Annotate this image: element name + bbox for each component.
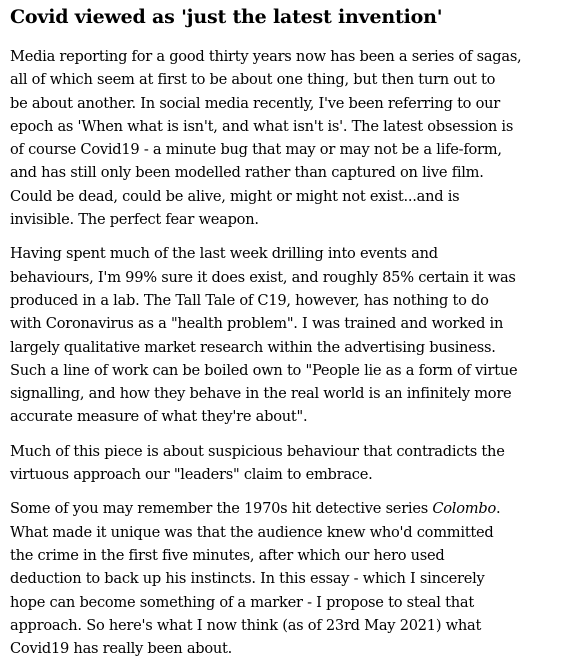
paragraph-line: of course Covid19 - a minute bug that may or may not be a life-form, (10, 141, 502, 159)
paragraph-3 (10, 440, 551, 487)
paragraph-line: epoch as 'When what is isn't, and what isn't is'. The latest obsession is (10, 117, 514, 135)
paragraph-line: signalling, and how they behave in the real world is an infinitely more (10, 385, 512, 403)
paragraph-line: largely qualitative market research within the advertising business. (10, 338, 496, 356)
paragraph-line: approach. So here's what I now think (as of 23rd May 2021) what (10, 616, 482, 634)
paragraph-4 (10, 497, 551, 660)
paragraph-line: Having spent much of the last week drilling into events and (10, 245, 438, 263)
paragraph-line: accurate measure of what they're about". (10, 408, 308, 426)
paragraph-line: Covid19 has really been about. (10, 640, 233, 658)
paragraph-line: hope can become something of a marker - I propose to steal that (10, 593, 474, 611)
paragraph-line: the crime in the first five minutes, after which our hero used (10, 546, 445, 564)
article-title: Covid viewed as 'just the latest invention' (10, 6, 443, 28)
paragraph-text: Some of you may remember the 1970s hit detective series (10, 500, 433, 518)
paragraph-line: with Coronavirus as a "health problem". I was trained and worked in (10, 315, 504, 333)
paragraph-1 (10, 45, 551, 231)
paragraph-line: be about another. In social media recently, I've been referring to our (10, 94, 501, 112)
paragraph-line: produced in a lab. The Tall Tale of C19, however, has nothing to do (10, 291, 489, 309)
paragraph-line: Could be dead, could be alive, might or might not exist...and is (10, 187, 460, 205)
paragraph-line: behaviours, I'm 99% sure it does exist, and roughly 85% certain it was (10, 268, 516, 286)
paragraph-line: Much of this piece is about suspicious behaviour that contradicts the (10, 442, 505, 460)
paragraph-line: deduction to back up his instincts. In this essay - which I sincerely (10, 570, 485, 588)
paragraph-line: Such a line of work can be boiled own to "People lie as a form of virtue (10, 361, 518, 379)
show-title: Colombo (432, 500, 496, 518)
paragraph-text: . (495, 500, 501, 518)
paragraph-2 (10, 242, 551, 428)
paragraph-line-intro (10, 500, 500, 517)
paragraph-line: invisible. The perfect fear weapon. (10, 211, 259, 229)
paragraph-line: Media reporting for a good thirty years now has been a series of sagas, (10, 48, 522, 65)
paragraph-line: virtuous approach our "leaders" claim to embrace. (10, 466, 373, 484)
paragraph-line: and has still only been modelled rather than captured on live film. (10, 164, 484, 182)
paragraph-line: What made it unique was that the audience knew who'd committed (10, 523, 494, 541)
paragraph-line: all of which seem at first to be about one thing, but then turn out to (10, 71, 496, 89)
